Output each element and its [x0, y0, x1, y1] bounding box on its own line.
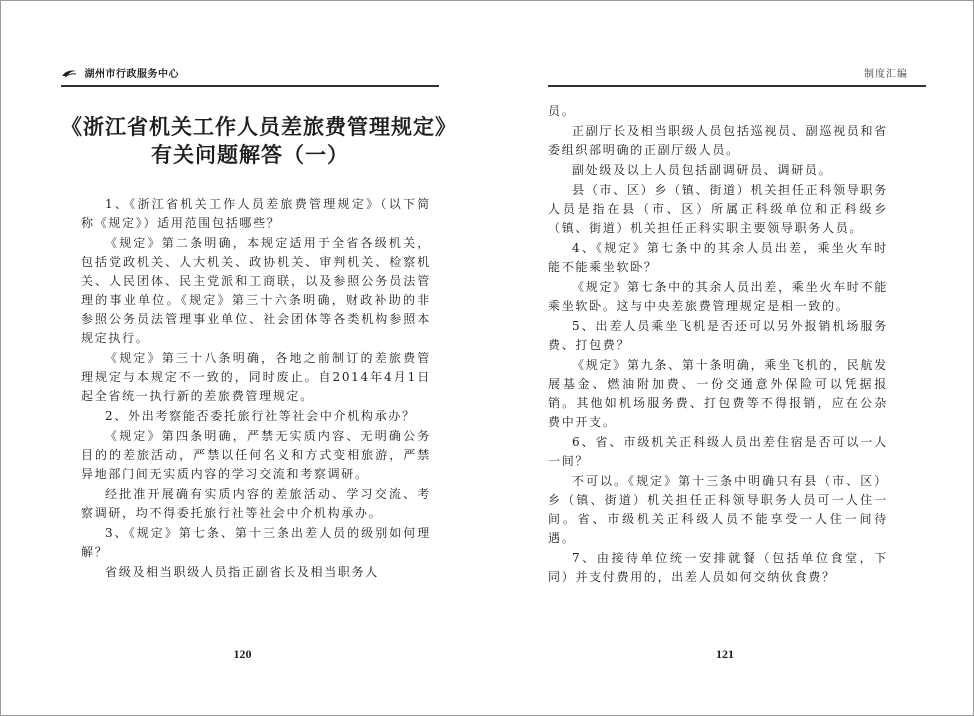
paragraph: 5、出差人员乘坐飞机是否还可以另外报销机场服务费、打包费？	[548, 319, 888, 352]
left-page	[1, 1, 488, 715]
paragraph: 《规定》第七条中的其余人员出差，乘坐火车时不能乘坐软卧。这与中央差旅费管理规定是相一致的。	[548, 280, 888, 313]
paragraph: 《规定》第九条、第十条明确，乘坐飞机的，民航发展基金、燃油附加费、一份交通意外保险可以凭据报销。其他如机场服务费、打包费等不得报销，应在公杂费中开支。	[548, 358, 888, 429]
right-page-number: 121	[716, 647, 734, 661]
paragraph: 员。	[548, 104, 576, 118]
paragraph: 《规定》第三十八条明确，各地之前制订的差旅费管理规定与本规定不一致的，同时废止。自2014年4月1日起全省统一执行新的差旅费管理规定。	[81, 351, 431, 403]
right-running-header	[548, 65, 926, 87]
title-line-2: 有关问题解答（一）	[151, 142, 349, 167]
paragraph: 4、《规定》第七条中的其余人员出差，乘坐火车时能不能乘坐软卧？	[548, 241, 888, 274]
article-title	[61, 113, 457, 169]
paragraph: 3、《规定》第七条、第十三条出差人员的级别如何理解？	[81, 526, 431, 559]
left-running-header	[61, 65, 439, 87]
organization-logo-icon	[61, 68, 77, 78]
paragraph: 县（市、区）乡（镇、街道）机关担任正科领导职务人员是指在县（市、区）所属正科级单位和正科级乡（镇、街道）机关担任正科实职主要领导职务人员。	[548, 183, 888, 235]
right-header-text: 制度汇编	[864, 69, 908, 80]
paragraph: 6、省、市级机关正科级人员出差住宿是否可以一人一间？	[548, 435, 888, 468]
paragraph: 副处级及以上人员包括副调研员、调研员。	[572, 163, 833, 177]
paragraph: 《规定》第二条明确，本规定适用于全省各级机关，包括党政机关、人大机关、政协机关、审判机关、检察机关、人民团体、民主党派和工商联，以及参照公务员法管理的事业单位。《规定》第三十六条明确，财政补助的非参照公务员法管理事业单位、社会团体等各类机构参照本规定执行。	[81, 236, 431, 345]
paragraph: 1、《浙江省机关工作人员差旅费管理规定》（以下简称《规定》）适用范围包括哪些？	[81, 197, 431, 230]
paragraph: 经批准开展确有实质内容的差旅活动、学习交流、考察调研，均不得委托旅行社等社会中介机构承办。	[81, 487, 431, 520]
paragraph: 2、外出考察能否委托旅行社等社会中介机构承办？	[105, 409, 416, 423]
paragraph: 省级及相当职级人员指正副省长及相当职务人	[105, 565, 380, 579]
paragraph: 《规定》第四条明确，严禁无实质内容、无明确公务目的的差旅活动，严禁以任何名义和方式变相旅游，严禁异地部门间无实质内容的学习交流和考察调研。	[81, 429, 431, 481]
right-page	[488, 1, 974, 715]
paragraph: 不可以。《规定》第十三条中明确只有县（市、区）乡（镇、街道）机关担任正科领导职务人员可一人住一间。省、市级机关正科级人员不能享受一人住一间待遇。	[548, 474, 888, 545]
left-header-text: 湖州市行政服务中心	[84, 69, 179, 80]
paragraph: 正副厅长及相当职级人员包括巡视员、副巡视员和省委组织部明确的正副厅级人员。	[548, 124, 888, 157]
left-page-number: 120	[233, 647, 252, 661]
title-line-1: 《浙江省机关工作人员差旅费管理规定》	[61, 114, 457, 139]
right-body-text	[548, 102, 888, 588]
paragraph: 7、由接待单位统一安排就餐（包括单位食堂，下同）并支付费用的，出差人员如何交纳伙食费？	[548, 551, 888, 584]
left-body-text	[81, 195, 431, 583]
